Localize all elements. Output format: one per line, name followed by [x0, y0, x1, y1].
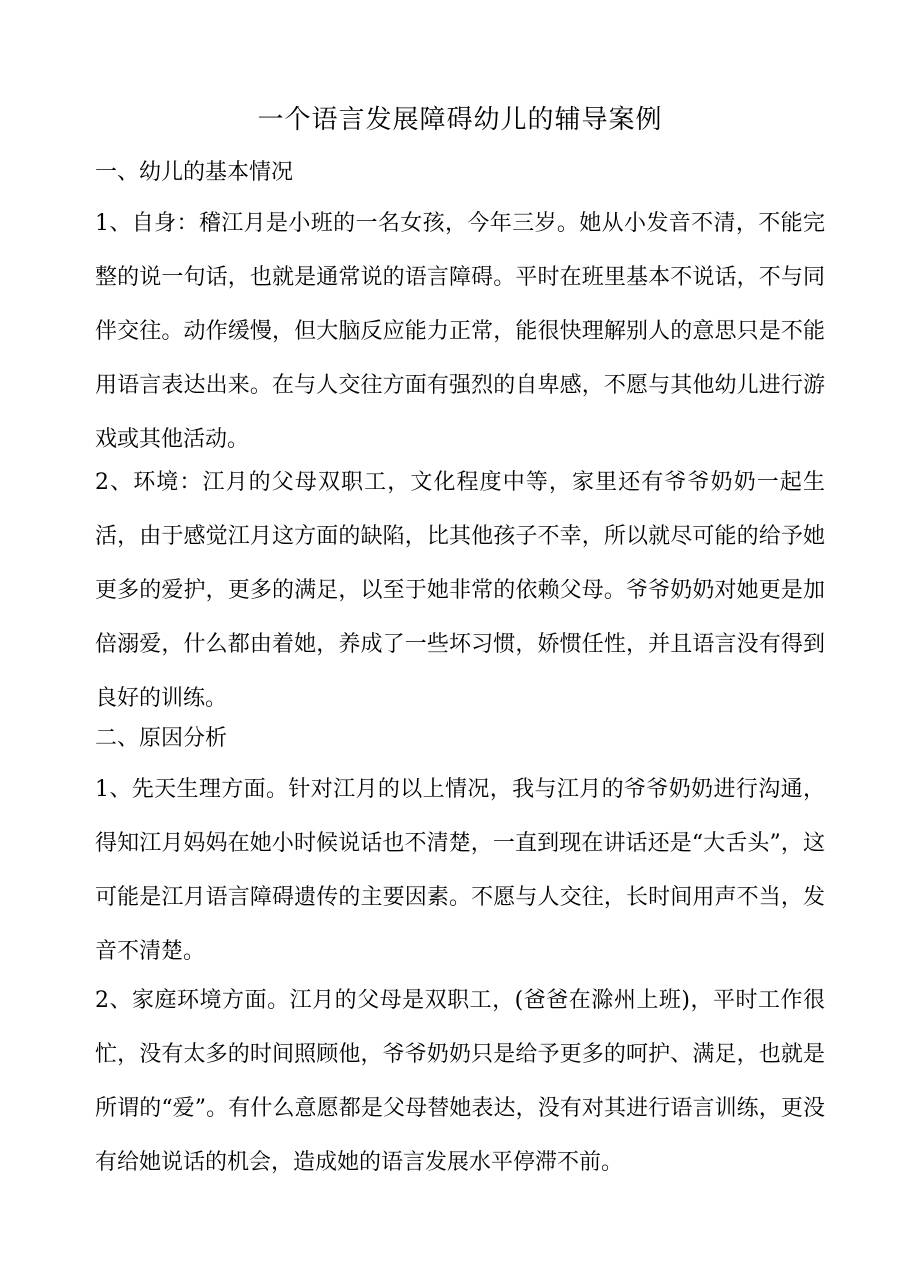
section-heading-cause-analysis: 二、原因分析 [95, 726, 228, 751]
paragraph-congenital: 1、先天生理方面。针对江月的以上情况，我与江月的爷爷奶奶进行沟通，得知江月妈妈在她小时候说话也不清楚，一直到现在讲话还是“大舌头”，这可能是江月语言障碍遗传的主要因素。不愿与人交往，长时间用声不当，发音不清楚。 [95, 777, 825, 964]
paragraph-family-environment: 2、家庭环境方面。江月的父母是双职工，(爸爸在滁州上班)，平时工作很忙，没有太多的时间照顾他，爷爷奶奶只是给予更多的呵护、满足，也就是所谓的“爱”。有什么意愿都是父母替她表达，没有对其进行语言训练，更没有给她说话的机会，造成她的语言发展水平停滞不前。 [95, 988, 825, 1175]
document-title: 一个语言发展障碍幼儿的辅导案例 [257, 105, 663, 135]
section-heading-basic-info: 一、幼儿的基本情况 [95, 160, 294, 185]
paragraph-self: 1、自身：稽江月是小班的一名女孩，今年三岁。她从小发音不清，不能完整的说一句话，也就是通常说的语言障碍。平时在班里基本不说话，不与同伴交往。动作缓慢，但大脑反应能力正常，能很快理解别人的意思只是不能用语言表达出来。在与人交往方面有强烈的自卑感，不愿与其他幼儿进行游戏或其他活动。 [95, 211, 825, 452]
paragraph-environment: 2、环境：江月的父母双职工，文化程度中等，家里还有爷爷奶奶一起生活，由于感觉江月这方面的缺陷，比其他孩子不幸，所以就尽可能的给予她更多的爱护，更多的满足，以至于她非常的依赖父母。爷爷奶奶对她更是加倍溺爱，什么都由着她，养成了一些坏习惯，娇惯任性，并且语言没有得到良好的训练。 [95, 470, 825, 711]
